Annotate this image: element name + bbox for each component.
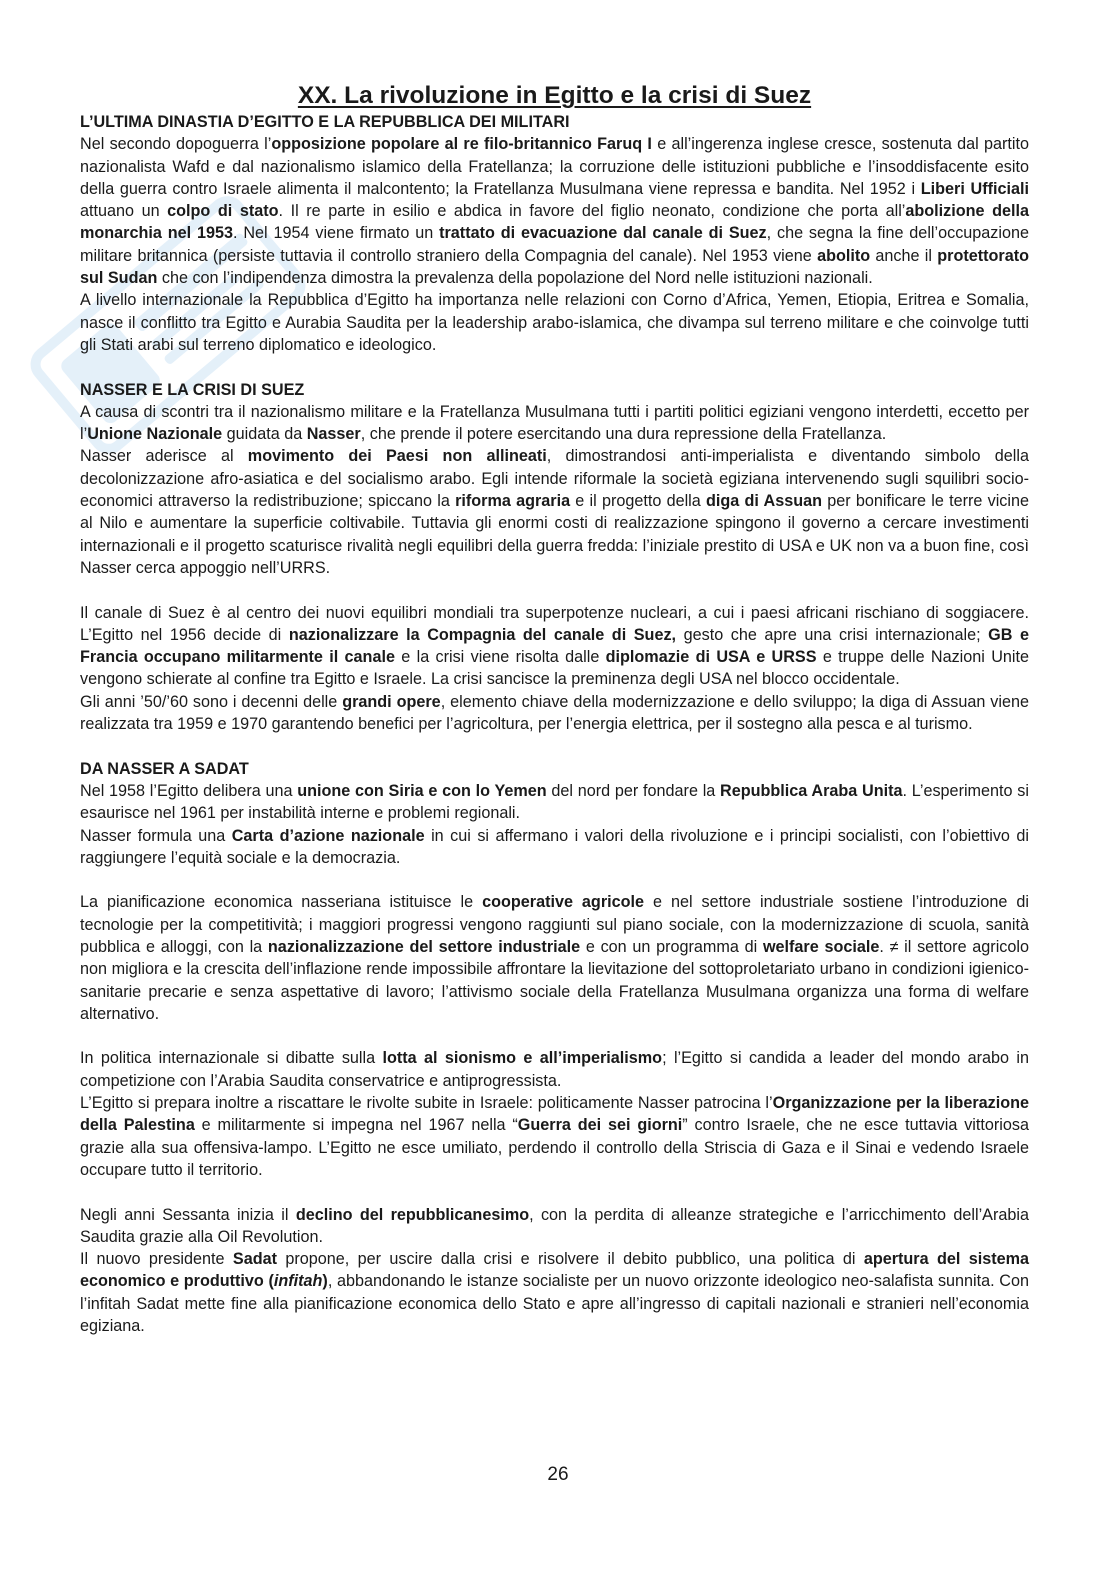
text-run: e nel settore industriale sostiene l’introduzione di tecnologie per la competitività; i maggiori progressi vengono raggiunti sul piano sociale, con la modernizzazione di scuola, sanità pubblica e alloggi, con la (80, 893, 1029, 956)
text-run: anche il (870, 246, 938, 265)
paragraph (80, 133, 1029, 289)
bold-text: diplomazie di USA e URSS (605, 648, 817, 667)
paragraph (80, 891, 1029, 1025)
text-run: gesto che apre una crisi internazionale; (676, 625, 989, 644)
paragraph-gap (80, 579, 1029, 601)
bold-text: Unione Nazionale (87, 425, 223, 444)
paragraph-gap (80, 1181, 1029, 1203)
text-run: Nasser aderisce al (80, 447, 248, 466)
bold-text: nazionalizzazione del settore industriale (267, 937, 581, 956)
text-run: guidata da (222, 425, 307, 444)
bold-text: riforma agraria (455, 492, 571, 511)
text-run: , abbandonando le istanze socialiste per un nuovo orizzonte ideologico neo-salafista sunnita. Con l’infitah Sadat mette fine alla pianificazione economica dello Stato e apre all’ingresso di capitali nazionali e stranieri nell’economia egiziana. (80, 1272, 1029, 1336)
text-run: e militarmente si impegna nel 1967 nella “ (194, 1116, 518, 1135)
text-run: propone, per uscire dalla crisi e risolvere il debito pubblico, una politica di (276, 1250, 864, 1269)
text-run: del nord per fondare la (546, 781, 721, 800)
bold-text: trattato di evacuazione dal canale di Suez (439, 224, 767, 243)
text-run: Il canale di Suez è al centro dei nuovi equilibri mondiali tra superpotenze nucleari, a cui i paesi africani rischiano di soggiacere. L’Egitto nel 1956 decide di (80, 603, 1029, 644)
text-run: La pianificazione economica nasseriana istituisce le (80, 893, 483, 912)
paragraph (80, 289, 1029, 356)
section-heading: DA NASSER A SADAT (80, 759, 249, 778)
text-run: , che prende il potere esercitando una dura repressione della Fratellanza. (360, 425, 887, 444)
bold-text: lotta al sionismo e all’imperialismo (382, 1049, 663, 1068)
bold-text: colpo di stato (167, 202, 279, 221)
bold-text: abolito (817, 246, 871, 265)
page-title: XX. La rivoluzione in Egitto e la crisi di Suez (297, 82, 812, 109)
text-run: . Nel 1954 viene firmato un (232, 224, 440, 243)
bold-text: Carta d’azione nazionale (231, 826, 425, 845)
text-run: ; l’Egitto si candida a leader del mondo arabo in competizione con l’Arabia Saudita conservatrice e antiprogressista. (80, 1049, 1029, 1090)
document-body (80, 111, 1029, 1337)
bold-text: Liberi Ufficiali (920, 179, 1029, 198)
text-run: . Il re parte in esilio e abdica in favore del figlio neonato, condizione che porta all’ (278, 202, 906, 221)
text-run: e all’ingerenza inglese cresce, sostenuta dal partito nazionalista Wafd e dal nazionalismo islamico della Fratellanza; la corruzione delle istituzioni pubbliche e l’insoddisfacente esito della guerra contro Israele alimenta il malcontento; la Fratellanza Musulmana viene repressa e bandita. Nel 1952 i (80, 135, 1029, 198)
paragraph (80, 825, 1029, 870)
bold-text: Repubblica Araba Unita (720, 781, 903, 800)
bold-text: nazionalizzare la Compagnia del canale di Suez, (288, 625, 677, 644)
bold-text: grandi opere (342, 692, 441, 711)
text-run: Il nuovo presidente (80, 1250, 233, 1269)
text-run: e con un programma di (580, 937, 763, 956)
paragraph (80, 1092, 1029, 1181)
bold-text: unione con Siria e con lo Yemen (297, 781, 547, 800)
bold-text: declino del repubblicanesimo (295, 1205, 530, 1224)
bold-text: Sadat (232, 1250, 277, 1269)
bold-text: Organizzazione per la liberazione della Palestina (80, 1094, 1029, 1135)
text-run: , elemento chiave della modernizzazione e dello sviluppo; la diga di Assuan viene realizzata tra 1959 e 1970 garantendo benefici per l’agricoltura, per l’energia elettrica, per il sostegno alla pesca e al turismo. (80, 692, 1029, 734)
paragraph (80, 602, 1029, 691)
text-run: , che segna la fine dell’occupazione militare britannica (persiste tuttavia il controllo straniero della Compagnia del canale). Nel 1953 viene (80, 224, 1029, 265)
text-run: Negli anni Sessanta inizia il (80, 1205, 296, 1224)
paragraph (80, 691, 1029, 736)
paragraph (80, 1248, 1029, 1337)
text-run: . ≠ il settore agricolo non migliora e la crescita dell’inflazione rende impossibile affrontare la lievitazione del sottoproletariato urbano in condizioni igienico-sanitarie precarie e senza aspettative di lavoro; l’attivismo sociale della Fratellanza Musulmana organizza una forma di welfare alternativo. (80, 937, 1029, 1023)
bold-text: ) (322, 1272, 328, 1291)
bold-text: GB e Francia occupano militarmente il canale (80, 625, 1030, 667)
bold-text: apertura del sistema economico e produttivo ( (80, 1250, 1029, 1291)
bold-text: movimento dei Paesi non allineati (247, 447, 547, 466)
text-run: . L’esperimento si esaurisce nel 1961 per instabilità interne e problemi regionali. (80, 781, 1029, 823)
bold-text: infitah (273, 1272, 323, 1291)
text-run: Nasser formula una (80, 826, 232, 845)
bold-text: opposizione popolare al re filo-britannico Faruq I (271, 135, 652, 154)
paragraph-gap (80, 869, 1029, 891)
bold-text: Guerra dei sei giorni (517, 1116, 683, 1135)
bold-text: Nasser (306, 425, 361, 444)
paragraph (80, 1204, 1029, 1249)
bold-text: cooperative agricole (482, 893, 645, 912)
text-run: A causa di scontri tra il nazionalismo militare e la Fratellanza Musulmana tutti i partiti politici egiziani vengono interdetti, eccetto per l’ (80, 402, 1029, 444)
text-run: Nel secondo dopoguerra l’ (80, 135, 272, 154)
page-number: 26 (547, 1464, 569, 1485)
section-gap (80, 356, 1029, 378)
text-run: , dimostrandosi anti-imperialista e diventando simbolo della decolonizzazione afro-asiatica e del socialismo arabo. Egli intende riformale la società egiziana intervenendo sugli squilibri socio-economici attraverso la redistribuzione; spiccano la (80, 447, 1030, 511)
paragraph-gap (80, 1025, 1029, 1047)
text-run: Nel 1958 l’Egitto delibera una (80, 781, 298, 800)
text-run: In politica internazionale si dibatte sulla (80, 1049, 383, 1068)
paragraph (80, 1047, 1029, 1092)
paragraph (80, 445, 1029, 579)
text-run: A livello internazionale la Repubblica d’Egitto ha importanza nelle relazioni con Corno d’Africa, Yemen, Etiopia, Eritrea e Somalia, nasce il conflitto tra Egitto e Aurabia Saudita per la leadership arabo-islamica, che divampa sul terreno militare e che coinvolge tutti gli Stati arabi sul terreno diplomatico e ideologico. (80, 291, 1029, 354)
text-run: in cui si affermano i valori della rivoluzione e i principi socialisti, con l’obiettivo di raggiungere l’equità sociale e la democrazia. (80, 826, 1029, 867)
text-run: ” contro Israele, che ne esce tuttavia vittoriosa grazie alla sua offensiva-lampo. L’Egitto ne esce umiliato, perdendo il controllo della Striscia di Gaza e il Sinai e vedendo Israele occupare tutto il territorio. (80, 1116, 1029, 1179)
text-run: attuano un (80, 202, 168, 221)
bold-text: diga di Assuan (706, 492, 823, 511)
document-page (80, 81, 1029, 1337)
text-run: Gli anni ’50/’60 sono i decenni delle (80, 692, 343, 711)
section-heading: NASSER E LA CRISI DI SUEZ (80, 380, 305, 399)
text-run: e il progetto della (570, 492, 707, 511)
text-run: che con l’indipendenza dimostra la prevalenza della popolazione del Nord nelle istituzioni nazionali. (157, 269, 873, 288)
section-heading: L’ULTIMA DINASTIA D’EGITTO E LA REPUBBLICA DEI MILITARI (80, 113, 570, 131)
text-run: per bonificare le terre vicine al Nilo e aumentare la superficie coltivabile. Tuttavia gli enormi costi di realizzazione spingono il governo a cercare investimenti internazionali e il progetto scaturisce rivalità negli equilibri della guerra fredda: l’iniziale prestito di USA e UK non va a buon fine, così Nasser cerca appoggio nell’URRS. (80, 492, 1030, 577)
bold-text: abolizione della monarchia nel 1953 (80, 202, 1030, 243)
text-run: e truppe delle Nazioni Unite vengono schierate al confine tra Egitto e Israele. La crisi sancisce la preminenza degli USA nel blocco occidentale. (80, 648, 1029, 689)
text-run: , con la perdita di alleanze strategiche e l’arricchimento dell’Arabia Saudita grazie alla Oil Revolution. (80, 1205, 1029, 1246)
paragraph (80, 401, 1029, 446)
bold-text: welfare sociale (762, 937, 880, 956)
text-run: e la crisi viene risolta dalle (394, 648, 606, 667)
section-gap (80, 735, 1029, 757)
paragraph (80, 780, 1029, 825)
text-run: L’Egitto si prepara inoltre a riscattare le rivolte subite in Israele: politicamente Nasser patrocina l’ (80, 1094, 773, 1113)
bold-text: protettorato sul Sudan (80, 246, 1029, 288)
